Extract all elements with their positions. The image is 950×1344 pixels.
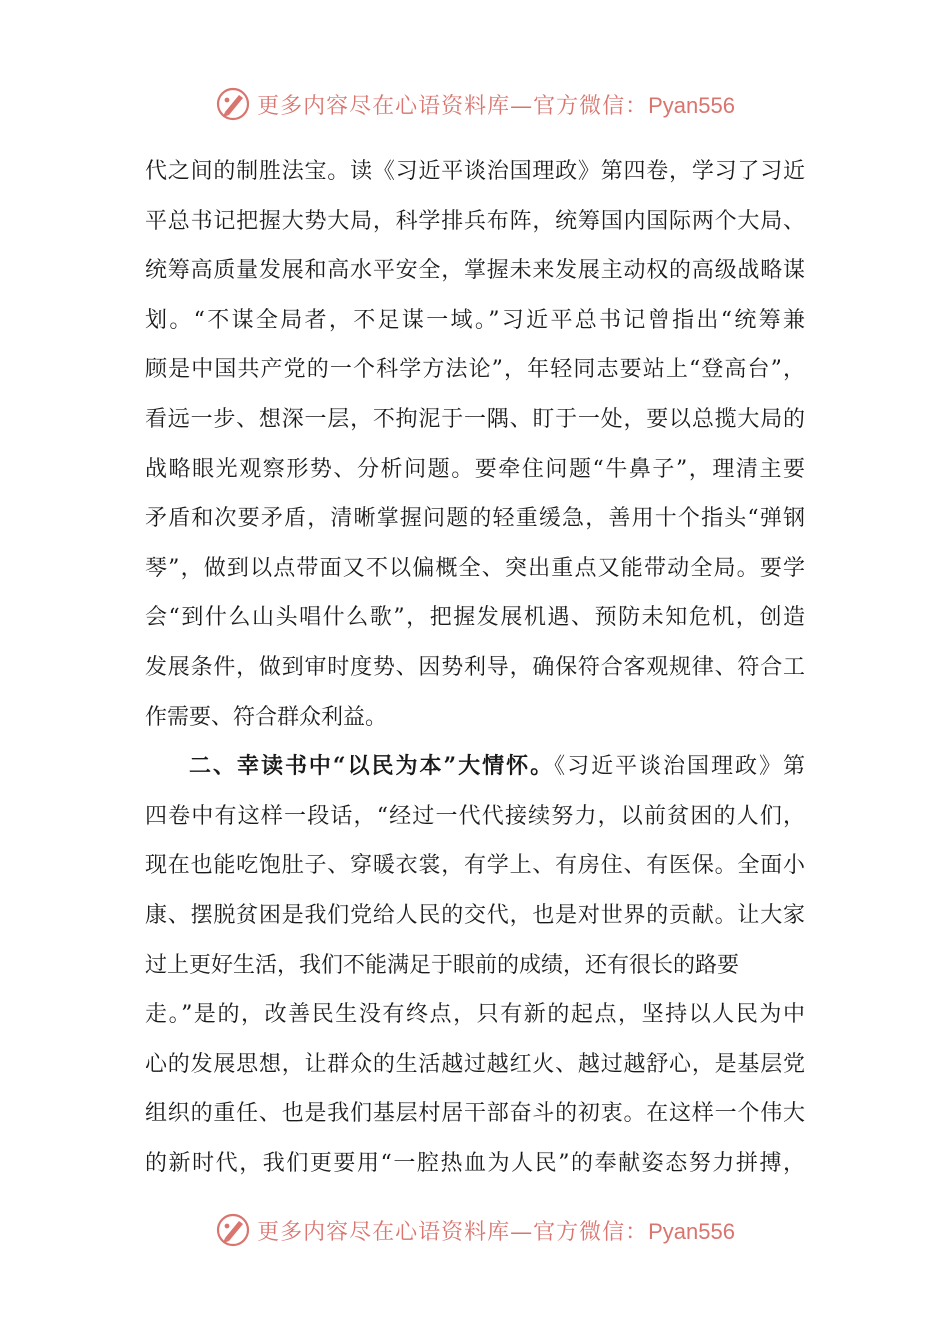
text-line: 顾是中国共产党的一个科学方法论”，年轻同志要站上“登高台”， xyxy=(145,357,805,383)
text-line: 四卷中有这样一段话，“经过一代代接续努力，以前贫困的人们， xyxy=(145,803,805,829)
text-line: 统筹高质量发展和高水平安全，掌握未来发展主动权的高级战略谋 xyxy=(145,258,805,284)
text-span: 《习近平谈治国理政》第 xyxy=(554,754,805,780)
paragraph-2 xyxy=(145,742,805,1188)
document-body xyxy=(145,147,805,1188)
text-line: 作需要、符合群众利益。 xyxy=(145,704,388,730)
watermark-footer xyxy=(0,1208,950,1252)
text-line: 看远一步、想深一层，不拘泥于一隅、盯于一处，要以总揽大局的 xyxy=(145,406,805,432)
pen-logo-icon xyxy=(215,86,251,122)
text-line: 走。”是的，改善民生没有终点，只有新的起点，坚持以人民为中 xyxy=(145,1002,805,1028)
text-line: 代之间的制胜法宝。读《习近平谈治国理政》第四卷，学习了习近 xyxy=(145,159,805,184)
text-line: 矛盾和次要矛盾，清晰掌握问题的轻重缓急，善用十个指头“弹钢 xyxy=(145,506,805,532)
text-line: 琴”，做到以点带面又不以偏概全、突出重点又能带动全局。要学 xyxy=(145,555,805,581)
text-line: 会“到什么山头唱什么歌”，把握发展机遇、预防未知危机，创造 xyxy=(145,605,805,631)
text-line: 划。“不谋全局者，不足谋一域。”习近平总书记曾指出“统筹兼 xyxy=(145,307,805,333)
text-line: 康、摆脱贫困是我们党给人民的交代，也是对世界的贡献。让大家 xyxy=(145,902,805,928)
text-line: 平总书记把握大势大局，科学排兵布阵，统筹国内国际两个大局、 xyxy=(145,208,805,234)
text-line: 组织的重任、也是我们基层村居干部奋斗的初衷。在这样一个伟大 xyxy=(145,1101,805,1127)
section-heading: 二、幸读书中“以民为本”大情怀。 xyxy=(189,753,555,780)
paragraph-1 xyxy=(145,147,805,742)
pen-logo-icon xyxy=(215,1212,251,1248)
watermark-text: 更多内容尽在心语资料库—官方微信：Pyan556 xyxy=(257,1218,735,1245)
text-line: 现在也能吃饱肚子、穿暖衣裳，有学上、有房住、有医保。全面小 xyxy=(145,853,805,879)
text-line: 发展条件，做到审时度势、因势利导，确保符合客观规律、符合工 xyxy=(145,654,805,680)
text-line: 的新时代，我们更要用“一腔热血为人民”的奉献姿态努力拼搏， xyxy=(145,1150,805,1176)
text-line: 过上更好生活，我们不能满足于眼前的成绩，还有很长的路要 xyxy=(145,952,740,978)
watermark-text: 更多内容尽在心语资料库—官方微信：Pyan556 xyxy=(257,92,735,119)
watermark-header xyxy=(0,82,950,126)
text-line: 心的发展思想，让群众的生活越过越红火、越过越舒心，是基层党 xyxy=(145,1051,805,1077)
text-line-with-heading xyxy=(145,742,805,792)
text-line: 战略眼光观察形势、分析问题。要牵住问题“牛鼻子”，理清主要 xyxy=(145,456,805,482)
